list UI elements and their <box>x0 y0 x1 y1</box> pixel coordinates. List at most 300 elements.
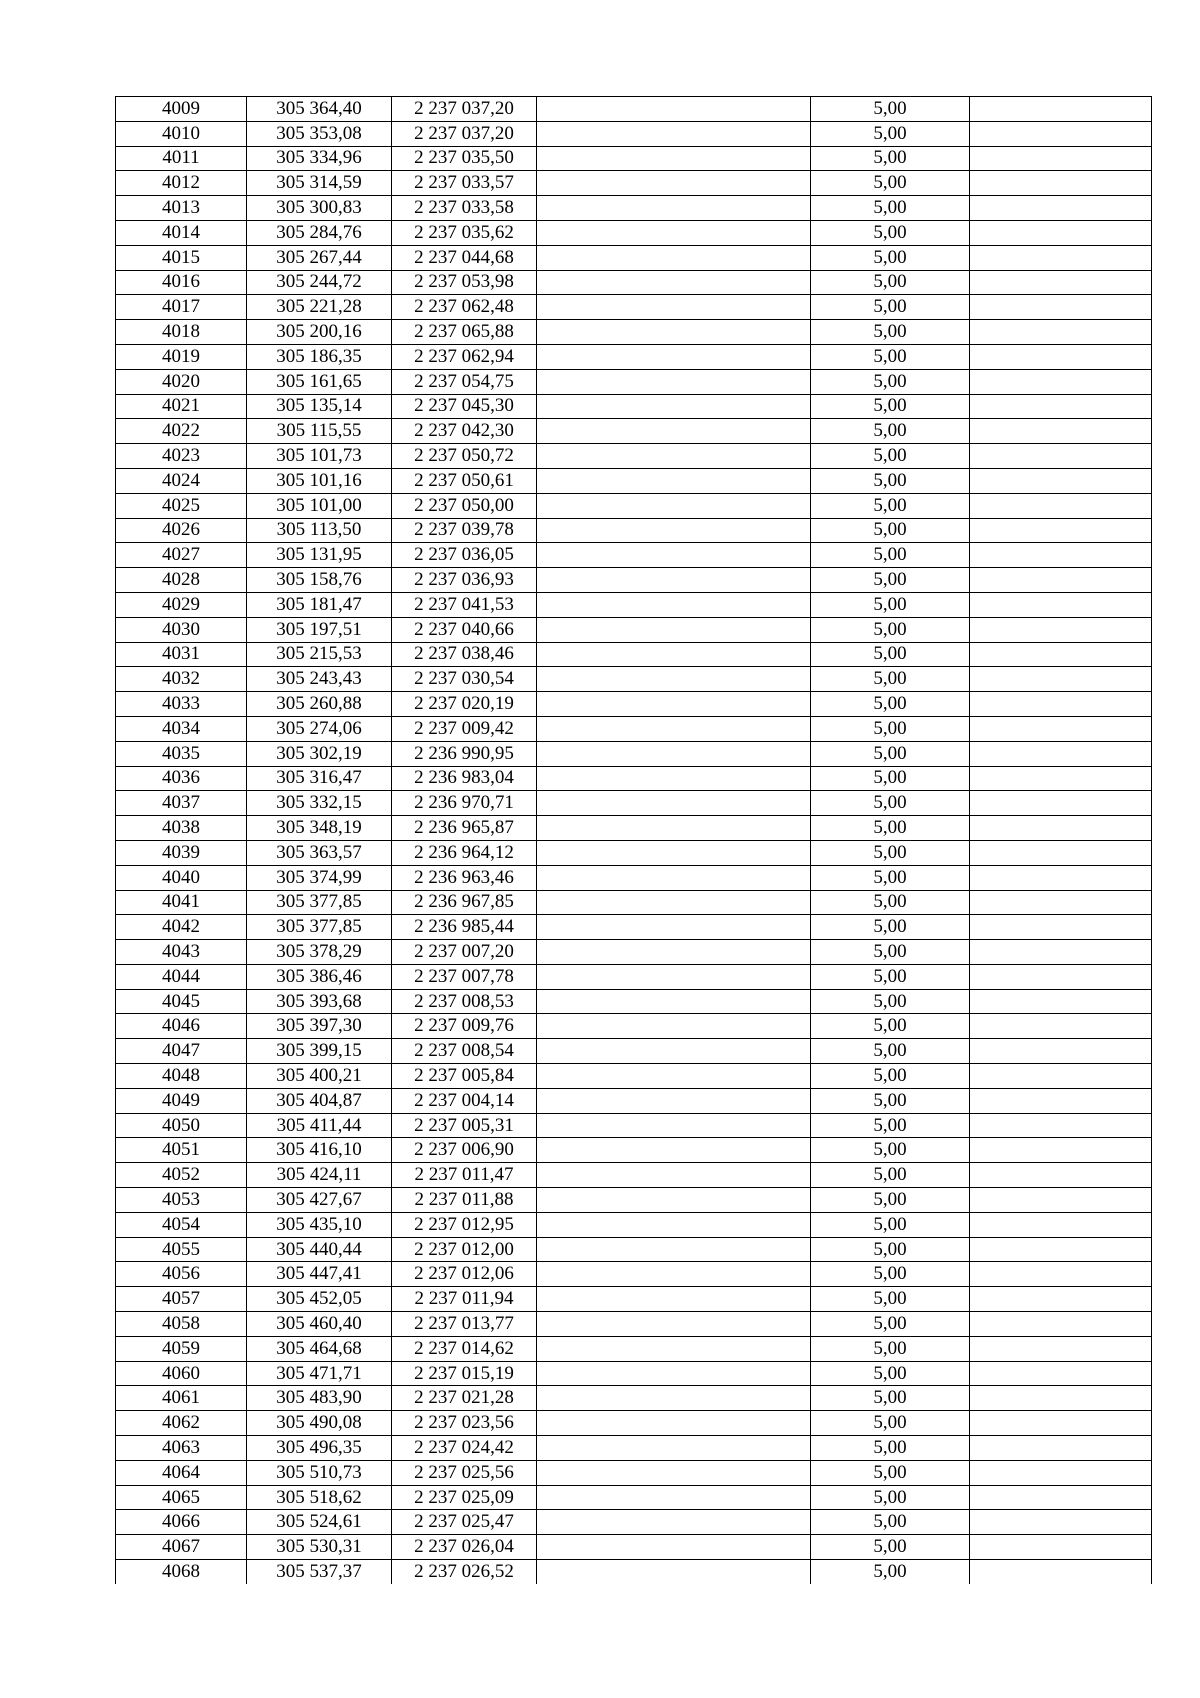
x-coordinate-cell: 305 135,14 <box>247 394 392 419</box>
point-number-cell: 4055 <box>116 1237 247 1262</box>
document-page <box>115 96 1152 1606</box>
x-coordinate-cell: 305 363,57 <box>247 840 392 865</box>
point-number-cell: 4033 <box>116 692 247 717</box>
table-row <box>116 1237 1152 1262</box>
x-coordinate-cell: 305 244,72 <box>247 270 392 295</box>
precision-cell: 5,00 <box>811 146 970 171</box>
point-number-cell: 4009 <box>116 97 247 122</box>
empty-cell <box>537 419 811 444</box>
y-coordinate-cell: 2 237 008,54 <box>392 1039 537 1064</box>
point-number-cell: 4043 <box>116 940 247 965</box>
point-number-cell: 4011 <box>116 146 247 171</box>
table-row <box>116 1163 1152 1188</box>
table-row <box>116 1113 1152 1138</box>
x-coordinate-cell: 305 221,28 <box>247 295 392 320</box>
empty-cell <box>970 1138 1152 1163</box>
table-row <box>116 320 1152 345</box>
point-number-cell: 4027 <box>116 543 247 568</box>
empty-cell <box>537 692 811 717</box>
table-row <box>116 1088 1152 1113</box>
empty-cell <box>970 1113 1152 1138</box>
empty-cell <box>970 840 1152 865</box>
empty-cell <box>970 1064 1152 1089</box>
precision-cell: 5,00 <box>811 444 970 469</box>
empty-cell <box>970 766 1152 791</box>
x-coordinate-cell: 305 447,41 <box>247 1262 392 1287</box>
x-coordinate-cell: 305 353,08 <box>247 121 392 146</box>
point-number-cell: 4060 <box>116 1361 247 1386</box>
empty-cell <box>537 444 811 469</box>
y-coordinate-cell: 2 237 050,72 <box>392 444 537 469</box>
point-number-cell: 4068 <box>116 1560 247 1584</box>
table-row <box>116 568 1152 593</box>
precision-cell: 5,00 <box>811 667 970 692</box>
y-coordinate-cell: 2 237 033,57 <box>392 171 537 196</box>
empty-cell <box>537 1336 811 1361</box>
empty-cell <box>970 518 1152 543</box>
table-row <box>116 1485 1152 1510</box>
y-coordinate-cell: 2 237 025,47 <box>392 1510 537 1535</box>
y-coordinate-cell: 2 237 007,78 <box>392 964 537 989</box>
empty-cell <box>537 97 811 122</box>
table-row <box>116 171 1152 196</box>
empty-cell <box>537 592 811 617</box>
precision-cell: 5,00 <box>811 592 970 617</box>
empty-cell <box>970 320 1152 345</box>
empty-cell <box>537 493 811 518</box>
x-coordinate-cell: 305 374,99 <box>247 865 392 890</box>
empty-cell <box>537 1460 811 1485</box>
empty-cell <box>537 1138 811 1163</box>
table-row <box>116 865 1152 890</box>
y-coordinate-cell: 2 237 006,90 <box>392 1138 537 1163</box>
x-coordinate-cell: 305 378,29 <box>247 940 392 965</box>
empty-cell <box>970 196 1152 221</box>
x-coordinate-cell: 305 399,15 <box>247 1039 392 1064</box>
table-row <box>116 1436 1152 1461</box>
precision-cell: 5,00 <box>811 1212 970 1237</box>
precision-cell: 5,00 <box>811 1237 970 1262</box>
table-row <box>116 245 1152 270</box>
empty-cell <box>970 1485 1152 1510</box>
empty-cell <box>537 940 811 965</box>
empty-cell <box>537 840 811 865</box>
table-row <box>116 741 1152 766</box>
table-row <box>116 1411 1152 1436</box>
table-row <box>116 369 1152 394</box>
precision-cell: 5,00 <box>811 1163 970 1188</box>
point-number-cell: 4063 <box>116 1436 247 1461</box>
empty-cell <box>970 1386 1152 1411</box>
y-coordinate-cell: 2 236 964,12 <box>392 840 537 865</box>
point-number-cell: 4037 <box>116 791 247 816</box>
table-row <box>116 642 1152 667</box>
y-coordinate-cell: 2 237 035,62 <box>392 220 537 245</box>
table-row <box>116 1460 1152 1485</box>
empty-cell <box>970 692 1152 717</box>
empty-cell <box>537 1014 811 1039</box>
precision-cell: 5,00 <box>811 394 970 419</box>
table-row <box>116 1287 1152 1312</box>
empty-cell <box>970 1262 1152 1287</box>
table-row <box>116 716 1152 741</box>
empty-cell <box>970 1560 1152 1584</box>
point-number-cell: 4064 <box>116 1460 247 1485</box>
empty-cell <box>537 915 811 940</box>
empty-cell <box>970 1287 1152 1312</box>
point-number-cell: 4038 <box>116 816 247 841</box>
precision-cell: 5,00 <box>811 1014 970 1039</box>
empty-cell <box>970 1212 1152 1237</box>
table-row <box>116 1064 1152 1089</box>
table-row <box>116 1510 1152 1535</box>
table-row <box>116 1560 1152 1584</box>
empty-cell <box>537 518 811 543</box>
y-coordinate-cell: 2 237 007,20 <box>392 940 537 965</box>
y-coordinate-cell: 2 237 005,31 <box>392 1113 537 1138</box>
empty-cell <box>970 1361 1152 1386</box>
table-row <box>116 394 1152 419</box>
point-number-cell: 4032 <box>116 667 247 692</box>
x-coordinate-cell: 305 243,43 <box>247 667 392 692</box>
x-coordinate-cell: 305 464,68 <box>247 1336 392 1361</box>
y-coordinate-cell: 2 236 967,85 <box>392 890 537 915</box>
empty-cell <box>537 1039 811 1064</box>
empty-cell <box>537 171 811 196</box>
table-row <box>116 766 1152 791</box>
empty-cell <box>970 1336 1152 1361</box>
table-row <box>116 964 1152 989</box>
x-coordinate-cell: 305 490,08 <box>247 1411 392 1436</box>
empty-cell <box>970 468 1152 493</box>
precision-cell: 5,00 <box>811 171 970 196</box>
empty-cell <box>970 741 1152 766</box>
y-coordinate-cell: 2 237 050,61 <box>392 468 537 493</box>
y-coordinate-cell: 2 237 035,50 <box>392 146 537 171</box>
precision-cell: 5,00 <box>811 890 970 915</box>
point-number-cell: 4036 <box>116 766 247 791</box>
empty-cell <box>537 617 811 642</box>
empty-cell <box>970 915 1152 940</box>
empty-cell <box>970 220 1152 245</box>
table-row <box>116 915 1152 940</box>
y-coordinate-cell: 2 237 062,94 <box>392 344 537 369</box>
empty-cell <box>537 1361 811 1386</box>
empty-cell <box>537 320 811 345</box>
table-row <box>116 344 1152 369</box>
precision-cell: 5,00 <box>811 1262 970 1287</box>
point-number-cell: 4029 <box>116 592 247 617</box>
precision-cell: 5,00 <box>811 1312 970 1337</box>
point-number-cell: 4054 <box>116 1212 247 1237</box>
point-number-cell: 4022 <box>116 419 247 444</box>
coordinates-table <box>115 96 1152 1584</box>
table-row <box>116 1262 1152 1287</box>
precision-cell: 5,00 <box>811 940 970 965</box>
table-row <box>116 121 1152 146</box>
x-coordinate-cell: 305 131,95 <box>247 543 392 568</box>
empty-cell <box>537 816 811 841</box>
x-coordinate-cell: 305 530,31 <box>247 1535 392 1560</box>
empty-cell <box>970 394 1152 419</box>
point-number-cell: 4017 <box>116 295 247 320</box>
table-row <box>116 146 1152 171</box>
empty-cell <box>970 617 1152 642</box>
precision-cell: 5,00 <box>811 1088 970 1113</box>
y-coordinate-cell: 2 237 009,42 <box>392 716 537 741</box>
precision-cell: 5,00 <box>811 816 970 841</box>
empty-cell <box>537 1163 811 1188</box>
empty-cell <box>970 1312 1152 1337</box>
precision-cell: 5,00 <box>811 1287 970 1312</box>
x-coordinate-cell: 305 200,16 <box>247 320 392 345</box>
x-coordinate-cell: 305 440,44 <box>247 1237 392 1262</box>
empty-cell <box>537 568 811 593</box>
point-number-cell: 4057 <box>116 1287 247 1312</box>
x-coordinate-cell: 305 416,10 <box>247 1138 392 1163</box>
precision-cell: 5,00 <box>811 320 970 345</box>
table-row <box>116 220 1152 245</box>
y-coordinate-cell: 2 237 008,53 <box>392 989 537 1014</box>
x-coordinate-cell: 305 101,00 <box>247 493 392 518</box>
precision-cell: 5,00 <box>811 1535 970 1560</box>
precision-cell: 5,00 <box>811 915 970 940</box>
precision-cell: 5,00 <box>811 344 970 369</box>
table-row <box>116 1212 1152 1237</box>
empty-cell <box>537 220 811 245</box>
x-coordinate-cell: 305 115,55 <box>247 419 392 444</box>
y-coordinate-cell: 2 237 026,04 <box>392 1535 537 1560</box>
y-coordinate-cell: 2 237 024,42 <box>392 1436 537 1461</box>
point-number-cell: 4018 <box>116 320 247 345</box>
y-coordinate-cell: 2 237 012,06 <box>392 1262 537 1287</box>
precision-cell: 5,00 <box>811 1436 970 1461</box>
x-coordinate-cell: 305 518,62 <box>247 1485 392 1510</box>
point-number-cell: 4062 <box>116 1411 247 1436</box>
y-coordinate-cell: 2 237 005,84 <box>392 1064 537 1089</box>
y-coordinate-cell: 2 237 011,88 <box>392 1188 537 1213</box>
y-coordinate-cell: 2 237 015,19 <box>392 1361 537 1386</box>
y-coordinate-cell: 2 237 039,78 <box>392 518 537 543</box>
precision-cell: 5,00 <box>811 1336 970 1361</box>
empty-cell <box>537 1237 811 1262</box>
precision-cell: 5,00 <box>811 766 970 791</box>
y-coordinate-cell: 2 237 033,58 <box>392 196 537 221</box>
x-coordinate-cell: 305 316,47 <box>247 766 392 791</box>
point-number-cell: 4042 <box>116 915 247 940</box>
table-row <box>116 1138 1152 1163</box>
point-number-cell: 4012 <box>116 171 247 196</box>
table-row <box>116 444 1152 469</box>
empty-cell <box>537 394 811 419</box>
empty-cell <box>970 344 1152 369</box>
empty-cell <box>970 270 1152 295</box>
y-coordinate-cell: 2 237 020,19 <box>392 692 537 717</box>
precision-cell: 5,00 <box>811 1188 970 1213</box>
y-coordinate-cell: 2 237 009,76 <box>392 1014 537 1039</box>
x-coordinate-cell: 305 267,44 <box>247 245 392 270</box>
point-number-cell: 4034 <box>116 716 247 741</box>
y-coordinate-cell: 2 237 036,93 <box>392 568 537 593</box>
empty-cell <box>970 1163 1152 1188</box>
empty-cell <box>970 964 1152 989</box>
precision-cell: 5,00 <box>811 568 970 593</box>
point-number-cell: 4025 <box>116 493 247 518</box>
y-coordinate-cell: 2 237 026,52 <box>392 1560 537 1584</box>
y-coordinate-cell: 2 237 044,68 <box>392 245 537 270</box>
y-coordinate-cell: 2 237 065,88 <box>392 320 537 345</box>
x-coordinate-cell: 305 101,16 <box>247 468 392 493</box>
point-number-cell: 4058 <box>116 1312 247 1337</box>
table-row <box>116 196 1152 221</box>
x-coordinate-cell: 305 377,85 <box>247 890 392 915</box>
table-row <box>116 1336 1152 1361</box>
table-row <box>116 1188 1152 1213</box>
empty-cell <box>537 667 811 692</box>
point-number-cell: 4045 <box>116 989 247 1014</box>
point-number-cell: 4035 <box>116 741 247 766</box>
table-row <box>116 468 1152 493</box>
point-number-cell: 4021 <box>116 394 247 419</box>
x-coordinate-cell: 305 348,19 <box>247 816 392 841</box>
table-row <box>116 840 1152 865</box>
point-number-cell: 4019 <box>116 344 247 369</box>
empty-cell <box>970 121 1152 146</box>
empty-cell <box>970 295 1152 320</box>
x-coordinate-cell: 305 215,53 <box>247 642 392 667</box>
y-coordinate-cell: 2 236 970,71 <box>392 791 537 816</box>
point-number-cell: 4014 <box>116 220 247 245</box>
table-row <box>116 592 1152 617</box>
table-row <box>116 1535 1152 1560</box>
point-number-cell: 4041 <box>116 890 247 915</box>
x-coordinate-cell: 305 302,19 <box>247 741 392 766</box>
point-number-cell: 4061 <box>116 1386 247 1411</box>
precision-cell: 5,00 <box>811 1039 970 1064</box>
y-coordinate-cell: 2 237 053,98 <box>392 270 537 295</box>
precision-cell: 5,00 <box>811 1460 970 1485</box>
y-coordinate-cell: 2 237 045,30 <box>392 394 537 419</box>
empty-cell <box>970 940 1152 965</box>
x-coordinate-cell: 305 377,85 <box>247 915 392 940</box>
point-number-cell: 4048 <box>116 1064 247 1089</box>
table-row <box>116 270 1152 295</box>
table-row <box>116 295 1152 320</box>
precision-cell: 5,00 <box>811 220 970 245</box>
y-coordinate-cell: 2 237 012,95 <box>392 1212 537 1237</box>
y-coordinate-cell: 2 237 062,48 <box>392 295 537 320</box>
empty-cell <box>970 1088 1152 1113</box>
point-number-cell: 4049 <box>116 1088 247 1113</box>
point-number-cell: 4044 <box>116 964 247 989</box>
point-number-cell: 4050 <box>116 1113 247 1138</box>
empty-cell <box>537 766 811 791</box>
x-coordinate-cell: 305 161,65 <box>247 369 392 394</box>
point-number-cell: 4066 <box>116 1510 247 1535</box>
empty-cell <box>970 369 1152 394</box>
precision-cell: 5,00 <box>811 741 970 766</box>
precision-cell: 5,00 <box>811 964 970 989</box>
empty-cell <box>537 1411 811 1436</box>
x-coordinate-cell: 305 483,90 <box>247 1386 392 1411</box>
precision-cell: 5,00 <box>811 716 970 741</box>
empty-cell <box>537 1436 811 1461</box>
y-coordinate-cell: 2 237 025,09 <box>392 1485 537 1510</box>
precision-cell: 5,00 <box>811 1113 970 1138</box>
point-number-cell: 4047 <box>116 1039 247 1064</box>
table-row <box>116 791 1152 816</box>
x-coordinate-cell: 305 397,30 <box>247 1014 392 1039</box>
y-coordinate-cell: 2 237 037,20 <box>392 121 537 146</box>
precision-cell: 5,00 <box>811 493 970 518</box>
y-coordinate-cell: 2 237 054,75 <box>392 369 537 394</box>
empty-cell <box>537 865 811 890</box>
empty-cell <box>970 890 1152 915</box>
point-number-cell: 4010 <box>116 121 247 146</box>
precision-cell: 5,00 <box>811 1485 970 1510</box>
table-row <box>116 816 1152 841</box>
empty-cell <box>970 667 1152 692</box>
x-coordinate-cell: 305 471,71 <box>247 1361 392 1386</box>
precision-cell: 5,00 <box>811 617 970 642</box>
point-number-cell: 4016 <box>116 270 247 295</box>
y-coordinate-cell: 2 237 030,54 <box>392 667 537 692</box>
empty-cell <box>970 245 1152 270</box>
table-row <box>116 989 1152 1014</box>
precision-cell: 5,00 <box>811 518 970 543</box>
empty-cell <box>537 1535 811 1560</box>
x-coordinate-cell: 305 411,44 <box>247 1113 392 1138</box>
y-coordinate-cell: 2 237 050,00 <box>392 493 537 518</box>
empty-cell <box>537 543 811 568</box>
table-row <box>116 940 1152 965</box>
empty-cell <box>537 642 811 667</box>
empty-cell <box>537 1188 811 1213</box>
point-number-cell: 4024 <box>116 468 247 493</box>
table-row <box>116 1312 1152 1337</box>
point-number-cell: 4020 <box>116 369 247 394</box>
x-coordinate-cell: 305 158,76 <box>247 568 392 593</box>
y-coordinate-cell: 2 237 040,66 <box>392 617 537 642</box>
precision-cell: 5,00 <box>811 840 970 865</box>
precision-cell: 5,00 <box>811 245 970 270</box>
empty-cell <box>537 245 811 270</box>
empty-cell <box>970 1188 1152 1213</box>
empty-cell <box>537 1287 811 1312</box>
table-row <box>116 1386 1152 1411</box>
table-row <box>116 543 1152 568</box>
empty-cell <box>537 146 811 171</box>
y-coordinate-cell: 2 237 041,53 <box>392 592 537 617</box>
precision-cell: 5,00 <box>811 989 970 1014</box>
empty-cell <box>970 1411 1152 1436</box>
empty-cell <box>970 171 1152 196</box>
precision-cell: 5,00 <box>811 419 970 444</box>
y-coordinate-cell: 2 237 036,05 <box>392 543 537 568</box>
empty-cell <box>537 964 811 989</box>
table-row <box>116 1361 1152 1386</box>
empty-cell <box>537 468 811 493</box>
y-coordinate-cell: 2 236 963,46 <box>392 865 537 890</box>
point-number-cell: 4053 <box>116 1188 247 1213</box>
table-row <box>116 1039 1152 1064</box>
x-coordinate-cell: 305 181,47 <box>247 592 392 617</box>
empty-cell <box>970 543 1152 568</box>
x-coordinate-cell: 305 334,96 <box>247 146 392 171</box>
empty-cell <box>537 196 811 221</box>
precision-cell: 5,00 <box>811 1510 970 1535</box>
y-coordinate-cell: 2 237 014,62 <box>392 1336 537 1361</box>
